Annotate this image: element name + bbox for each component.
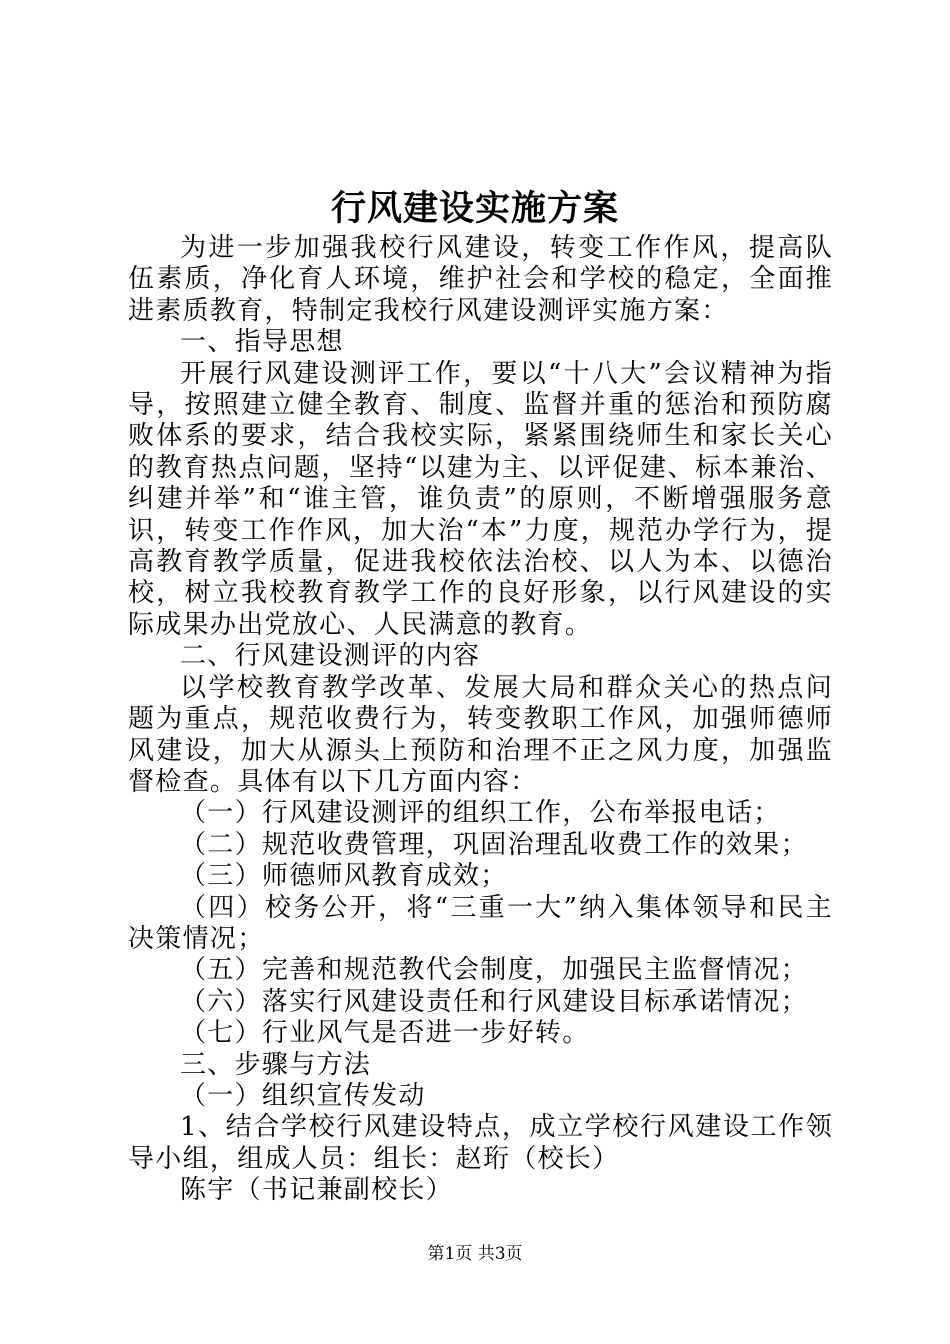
section-heading-evaluation-content: 二、行风建设测评的内容 <box>180 641 481 672</box>
document-title: 行风建设实施方案 <box>330 188 619 229</box>
paragraph-evaluation-content: 以学校教育教学改革、发展大局和群众关心的热点问题为重点，规范收费行为，转变教职工作风，加强师德师风建设，加大从源头上预防和治理不正之风力度，加强监督检查。具体有以下几方面内容： <box>128 672 833 797</box>
list-item-1: （一）行风建设测评的组织工作，公布举报电话； <box>180 798 781 829</box>
paragraph-member: 陈宇（书记兼副校长） <box>180 1175 454 1206</box>
section-heading-guiding-ideology: 一、指导思想 <box>180 327 344 358</box>
list-item-7: （七）行业风气是否进一步好转。 <box>180 1018 590 1049</box>
document-body <box>128 233 833 1207</box>
list-item-6: （六）落实行风建设责任和行风建设目标承诺情况； <box>180 986 808 1017</box>
section-heading-steps-methods: 三、步骤与方法 <box>180 1049 372 1080</box>
list-item-3: （三）师德师风教育成效； <box>180 861 508 892</box>
paragraph-guiding-ideology: 开展行风建设测评工作，要以“十八大”会议精神为指导，按照建立健全教育、制度、监督并重的惩治和预防腐败体系的要求，结合我校实际，紧紧围绕师生和家长关心的教育热点问题，坚持“以建为主、以评促建、标本兼治、纠建并举”和“谁主管，谁负责”的原则，不断增强服务意识，转变工作作风，加大治“本”力度，规范办学行为，提高教育教学质量，促进我校依法治校、以人为本、以德治校，树立我校教育教学工作的良好形象，以行风建设的实际成果办出党放心、人民满意的教育。 <box>128 358 833 640</box>
paragraph-intro: 为进一步加强我校行风建设，转变工作作风，提高队伍素质，净化育人环境，维护社会和学校的稳定，全面推进素质教育，特制定我校行风建设测评实施方案： <box>128 233 833 326</box>
list-item-2: （二）规范收费管理，巩固治理乱收费工作的效果； <box>180 829 808 860</box>
list-item-4: （四）校务公开，将“三重一大”纳入集体领导和民主决策情况； <box>128 892 833 954</box>
page-footer: 第1页 共3页 <box>427 1244 523 1264</box>
subsection-heading-organize: （一）组织宣传发动 <box>180 1080 426 1111</box>
paragraph-leadership-group: 1、结合学校行风建设特点，成立学校行风建设工作领导小组，组成人员：组长：赵珩（校长） <box>128 1112 833 1174</box>
list-item-5: （五）完善和规范教代会制度，加强民主监督情况； <box>180 955 808 986</box>
